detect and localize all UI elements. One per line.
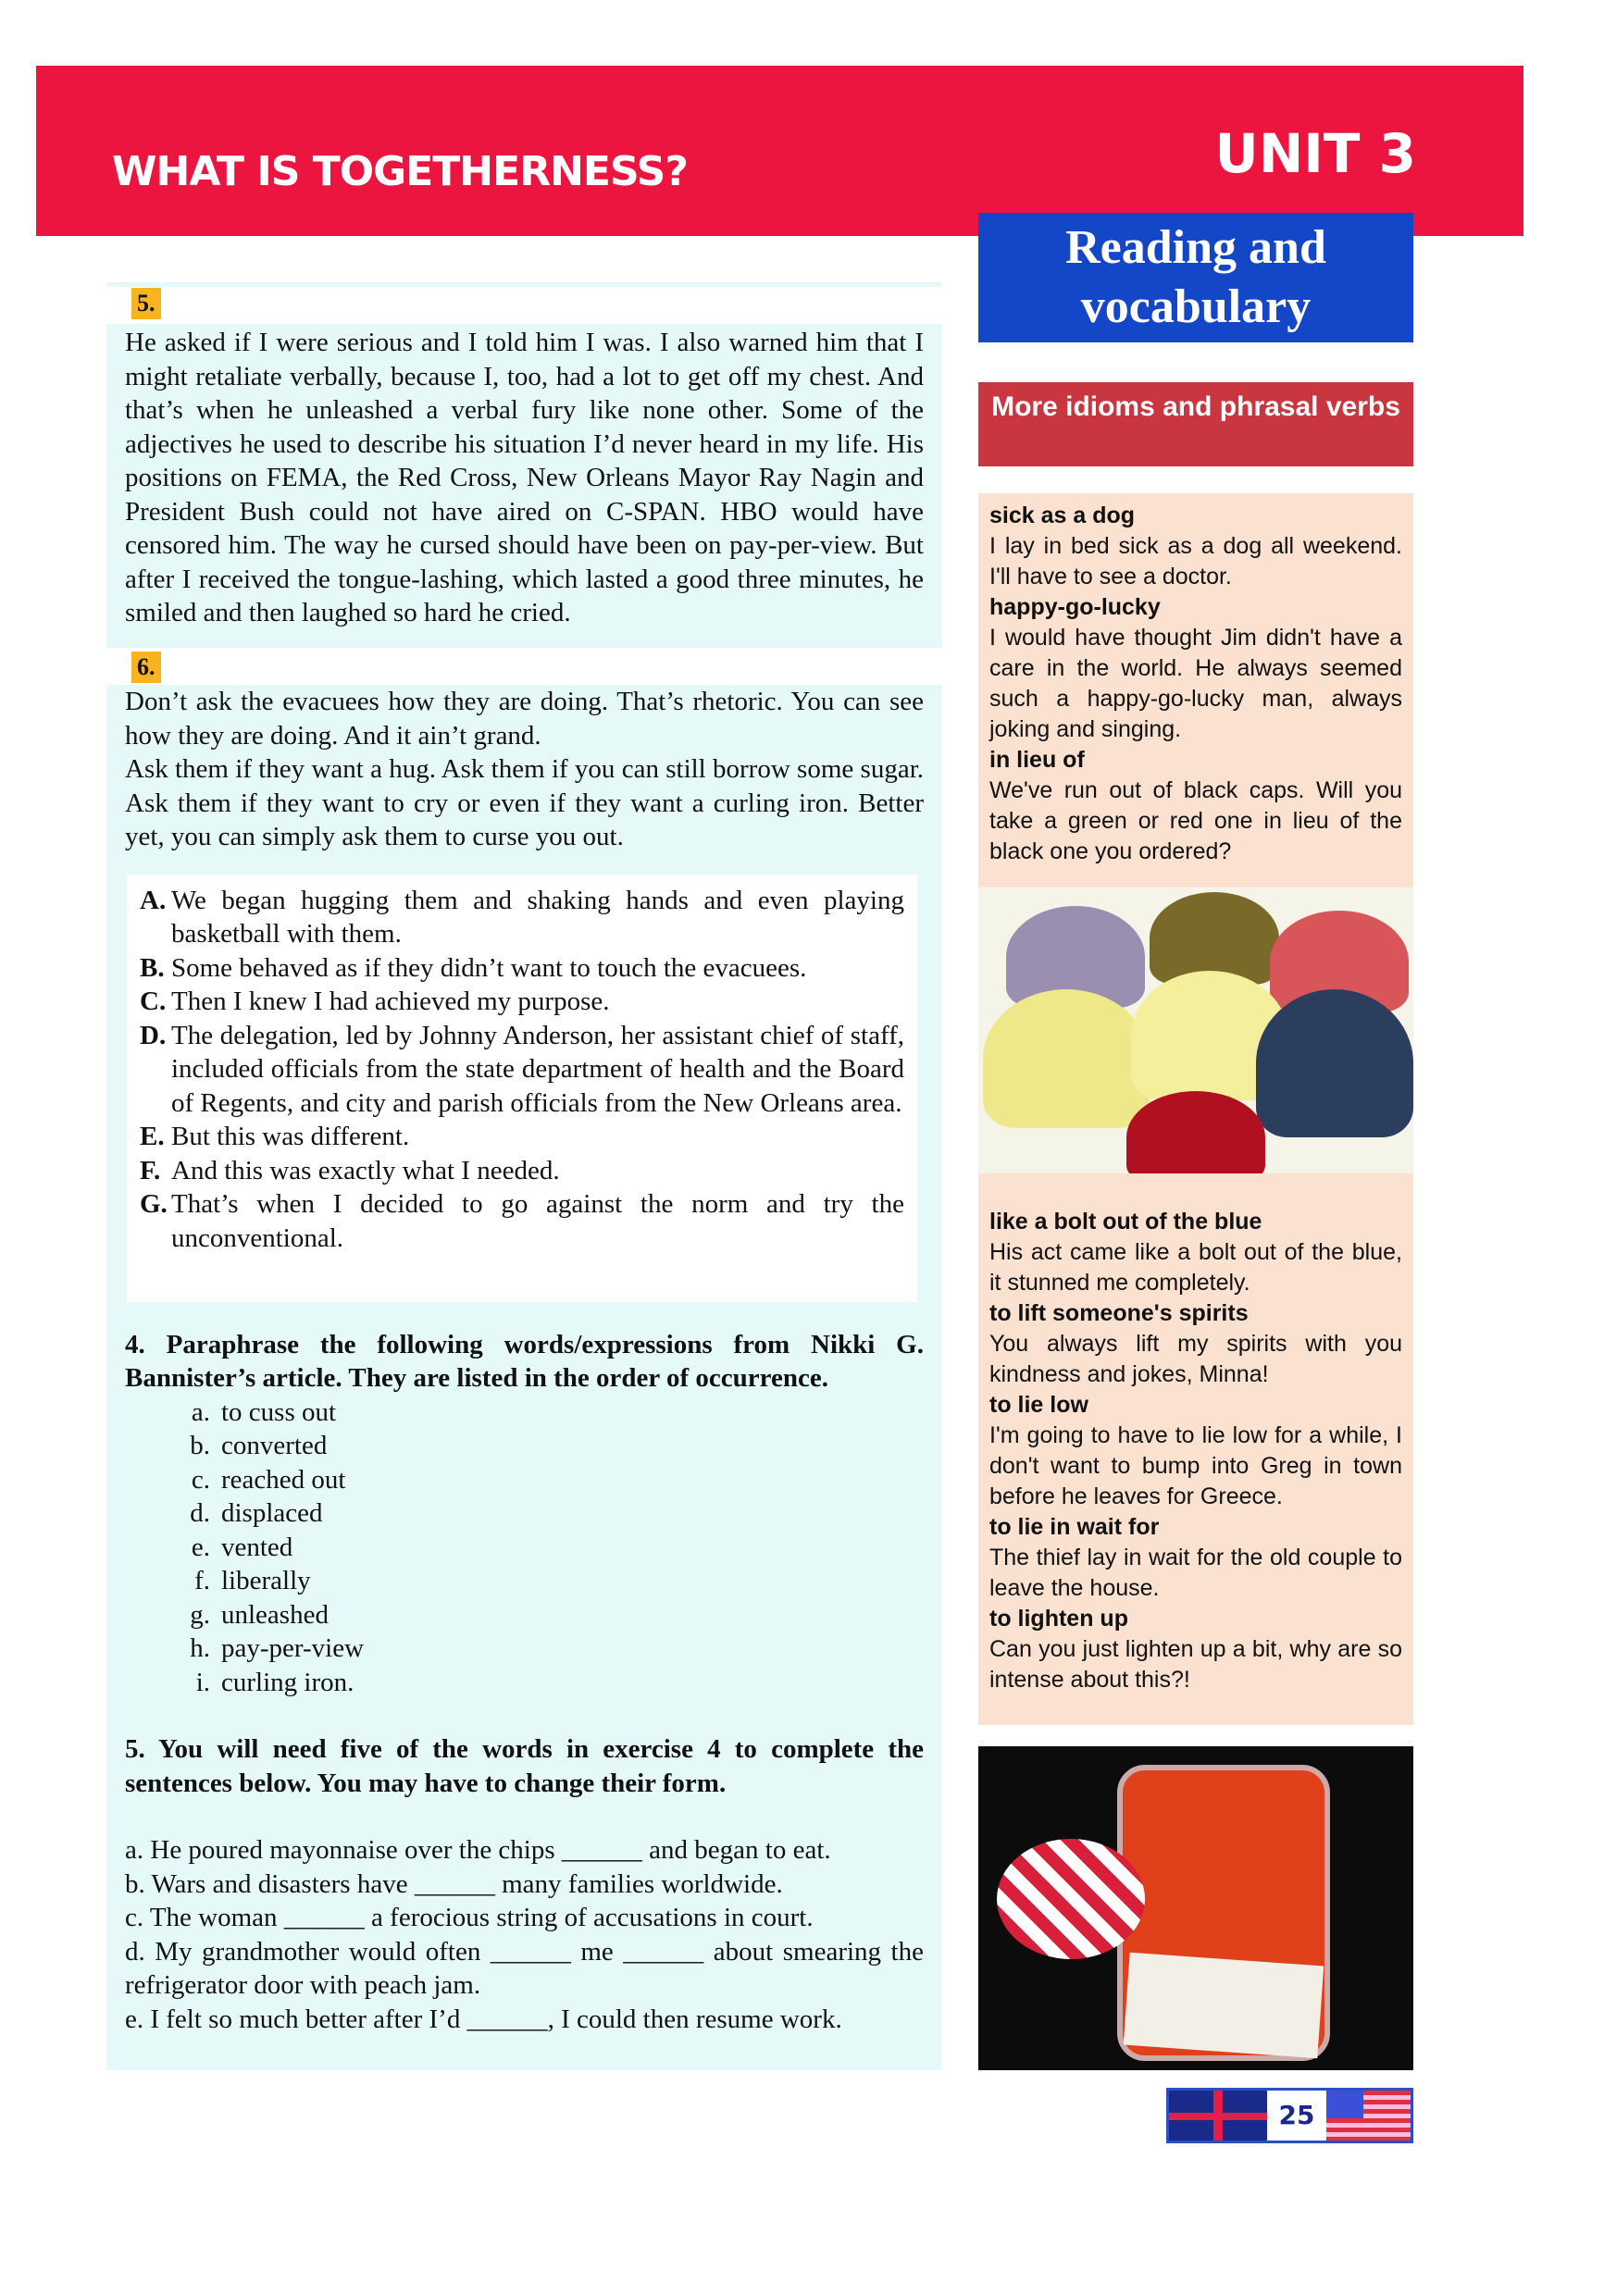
sentence: a. He poured mayonnaise over the chips ______ and began to eat. xyxy=(125,1835,831,1865)
sentence: c. The woman ______ a ferocious string of accusations in court. xyxy=(125,1903,814,1932)
option-item: A. We began hugging them and shaking hands and even playing basketball with them. xyxy=(140,885,904,949)
sentence: e. I felt so much better after I’d ______, I could then resume work. xyxy=(125,2004,842,2034)
page-title: WHAT IS TOGETHERNESS? xyxy=(112,148,688,195)
idiom-item: to lie in wait for The thief lay in wait for the old couple to leave the house. xyxy=(989,1514,1402,1601)
exercise-4-item: e. vented xyxy=(191,1532,293,1562)
exercise-area xyxy=(106,685,942,2070)
exercise-4-item: c. reached out xyxy=(191,1464,346,1495)
option-item: B. Some behaved as if they didn’t want to touch the evacuees. xyxy=(140,952,807,983)
exercise-4-item: g. unleashed xyxy=(190,1599,329,1630)
exercise-4 xyxy=(106,1328,942,1700)
idiom-item: to lighten up Can you just lighten up a bit, why are so intense about this?! xyxy=(989,1606,1402,1693)
idioms-list-bottom xyxy=(978,1173,1413,1725)
sentence-options xyxy=(127,875,917,1302)
exercise-4-item: b. converted xyxy=(190,1431,328,1460)
option-item: C. Then I knew I had achieved my purpose. xyxy=(140,987,610,1016)
exercise-4-item: f. liberally xyxy=(194,1566,311,1595)
option-item: F. And this was exactly what I needed. xyxy=(140,1155,560,1185)
caps-photo xyxy=(978,887,1413,1173)
paragraph-6: Don’t ask the evacuees how they are doing. That’s rhetoric. You can see how they are doing. And it ain’t grand. Ask them if they want a hug. Ask them if you can still borrow some sugar. Ask them if they want to cry or even if they want a curling iron. Better yet, you can simply ask them to curse you out. xyxy=(125,687,924,851)
jam-jar-photo xyxy=(978,1746,1413,2070)
unit-label: UNIT 3 xyxy=(1214,122,1416,185)
paragraph-5: He asked if I were serious and I told him I was. I also warned him that I might retaliate verbally, because I, too, had a lot to get off my chest. And that’s when he unleashed a verbal fury like none other. Some of the adjectives he used to describe his situation I’d never heard in my life. His positions on FEMA, the Red Cross, New Orleans Mayor Ray Nagin and President Bush could not have aired on C-SPAN. HBO would have censored him. The way he cursed should have been on pay-per-view. But after I received the tongue-lashing, which lasted a good three minutes, he smiled and then laughed so hard he cried. xyxy=(106,324,942,648)
idiom-item: like a bolt out of the blue His act came like a bolt out of the blue, it stunned me completely. xyxy=(989,1209,1402,1296)
idiom-item: to lift someone's spirits You always lift my spirits with you kindness and jokes, Minna! xyxy=(989,1300,1402,1387)
page-number: 25 xyxy=(1278,2100,1315,2130)
paragraph-5-badge: 5. xyxy=(131,288,161,319)
idiom-item: in lieu of We've run out of black caps. Will you take a green or red one in lieu of the black one you ordered? xyxy=(989,747,1402,864)
option-item: D. The delegation, led by Johnny Anderson, her assistant chief of staff, included officials from the state department of health and the Board of Regents, and city and parish officials from the New Orleans area. xyxy=(140,1020,904,1118)
exercise-5 xyxy=(106,1732,942,2036)
idiom-item: to lie low I'm going to have to lie low for a while, I don't want to bump into Greg in town before he leaves for Greece. xyxy=(989,1392,1402,1509)
uk-flag-icon xyxy=(1169,2091,1267,2141)
page-number-bar xyxy=(1166,2088,1413,2143)
idioms-box-title: More idioms and phrasal verbs xyxy=(978,382,1413,466)
exercise-4-heading: 4. Paraphrase the following words/expressions from Nikki G. Bannister’s article. They are listed in the order of occurrence. xyxy=(125,1329,924,1393)
sentence: d. My grandmother would often ______ me ______ about smearing the refrigerator door with peach jam. xyxy=(125,1936,924,2000)
exercise-4-item: h. pay-per-view xyxy=(190,1633,365,1663)
idiom-item: sick as a dog I lay in bed sick as a dog all weekend. I'll have to see a doctor. xyxy=(989,503,1402,590)
exercise-4-item: i. curling iron. xyxy=(195,1667,354,1697)
paragraph-6-badge: 6. xyxy=(131,652,161,683)
exercise-4-item: d. displaced xyxy=(190,1498,323,1528)
option-item: E. But this was different. xyxy=(140,1122,410,1151)
us-flag-icon xyxy=(1326,2091,1411,2141)
sentence: b. Wars and disasters have ______ many families worldwide. xyxy=(125,1868,783,1899)
idioms-list-top xyxy=(978,493,1413,887)
idiom-item: happy-go-lucky I would have thought Jim didn't have a care in the world. He always seemed such a happy-go-lucky man, always joking and singing. xyxy=(989,594,1402,742)
section-title: Reading and vocabulary xyxy=(978,213,1413,342)
exercise-4-item: a. to cuss out xyxy=(191,1396,337,1427)
option-item: G. That’s when I decided to go against the norm and try the unconventional. xyxy=(140,1189,904,1253)
exercise-5-heading: 5. You will need five of the words in exercise 4 to complete the sentences below. You may have to change their form. xyxy=(125,1734,924,1798)
divider xyxy=(106,282,942,287)
